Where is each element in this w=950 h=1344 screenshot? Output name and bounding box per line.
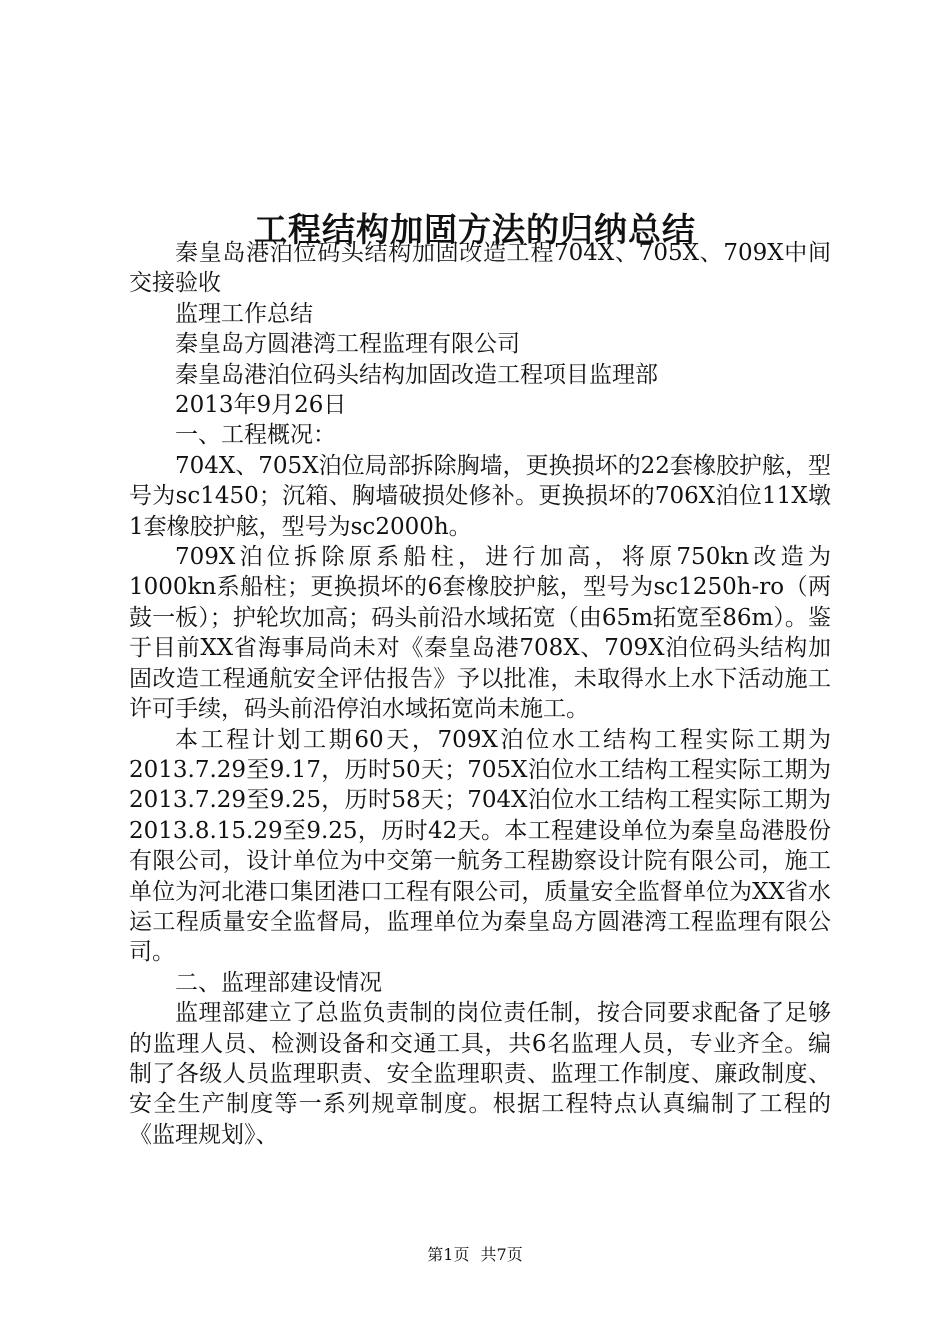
paragraph-overview-3: 本工程计划工期60天，709X泊位水工结构工程实际工期为2013.7.29至9.17，历时50天；705X泊位水工结构工程实际工期为2013.7.29至9.25，历时58天；704X泊位水工结构工程实际工期为2013.8.15.29至9.25，历时42天。本工程建设单位为秦皇岛港股份有限公司，设计单位为中交第一航务工程勘察设计院有限公司，施工单位为河北港口集团港口工程有限公司，质量安全监督单位为XX省水运工程质量安全监督局，监理单位为秦皇岛方圆港湾工程监理有限公司。 (129, 726, 831, 966)
paragraph-summary-label: 监理工作总结 (175, 300, 313, 327)
page-title: 工程结构加固方法的归纳总结 (254, 210, 696, 250)
paragraph-construction-1: 监理部建立了总监负责制的岗位责任制，按合同要求配备了足够的监理人员、检测设备和交通工具，共6名监理人员，专业齐全。编制了各级人员监理职责、安全监理职责、监理工作制度、廉政制度、安全生产制度等一系列规章制度。根据工程特点认真编制了工程的《监理规划》、 (129, 1000, 831, 1148)
paragraph-overview-2: 709X泊位拆除原系船柱，进行加高，将原750kn改造为1000kn系船柱；更换损坏的6套橡胶护舷，型号为sc1250h-ro（两鼓一板）；护轮坎加高；码头前沿水域拓宽（由65m拓宽至86m）。鉴于目前XX省海事局尚未对《秦皇岛港708X、709X泊位码头结构加固改造工程通航安全评估报告》予以批准，未取得水上水下活动施工许可手续，码头前沿停泊水域拓宽尚未施工。 (129, 544, 831, 723)
section-heading-construction: 二、监理部建设情况 (175, 969, 382, 996)
page-footer: 第1页 共7页 (427, 1245, 523, 1264)
paragraph-overview-1: 704X、705X泊位局部拆除胸墙，更换损坏的22套橡胶护舷，型号为sc1450；沉箱、胸墙破损处修补。更换损坏的706X泊位11X墩1套橡胶护舷，型号为sc2000h。 (129, 452, 831, 540)
document-body (129, 238, 831, 1150)
paragraph-date: 2013年9月26日 (175, 392, 347, 419)
paragraph-project-heading: 秦皇岛港泊位码头结构加固改造工程704X、705X、709X中间交接验收 (129, 240, 831, 297)
section-heading-overview: 一、工程概况： (175, 422, 336, 449)
paragraph-company: 秦皇岛方圆港湾工程监理有限公司 (175, 331, 520, 358)
paragraph-department: 秦皇岛港泊位码头结构加固改造工程项目监理部 (175, 361, 658, 388)
